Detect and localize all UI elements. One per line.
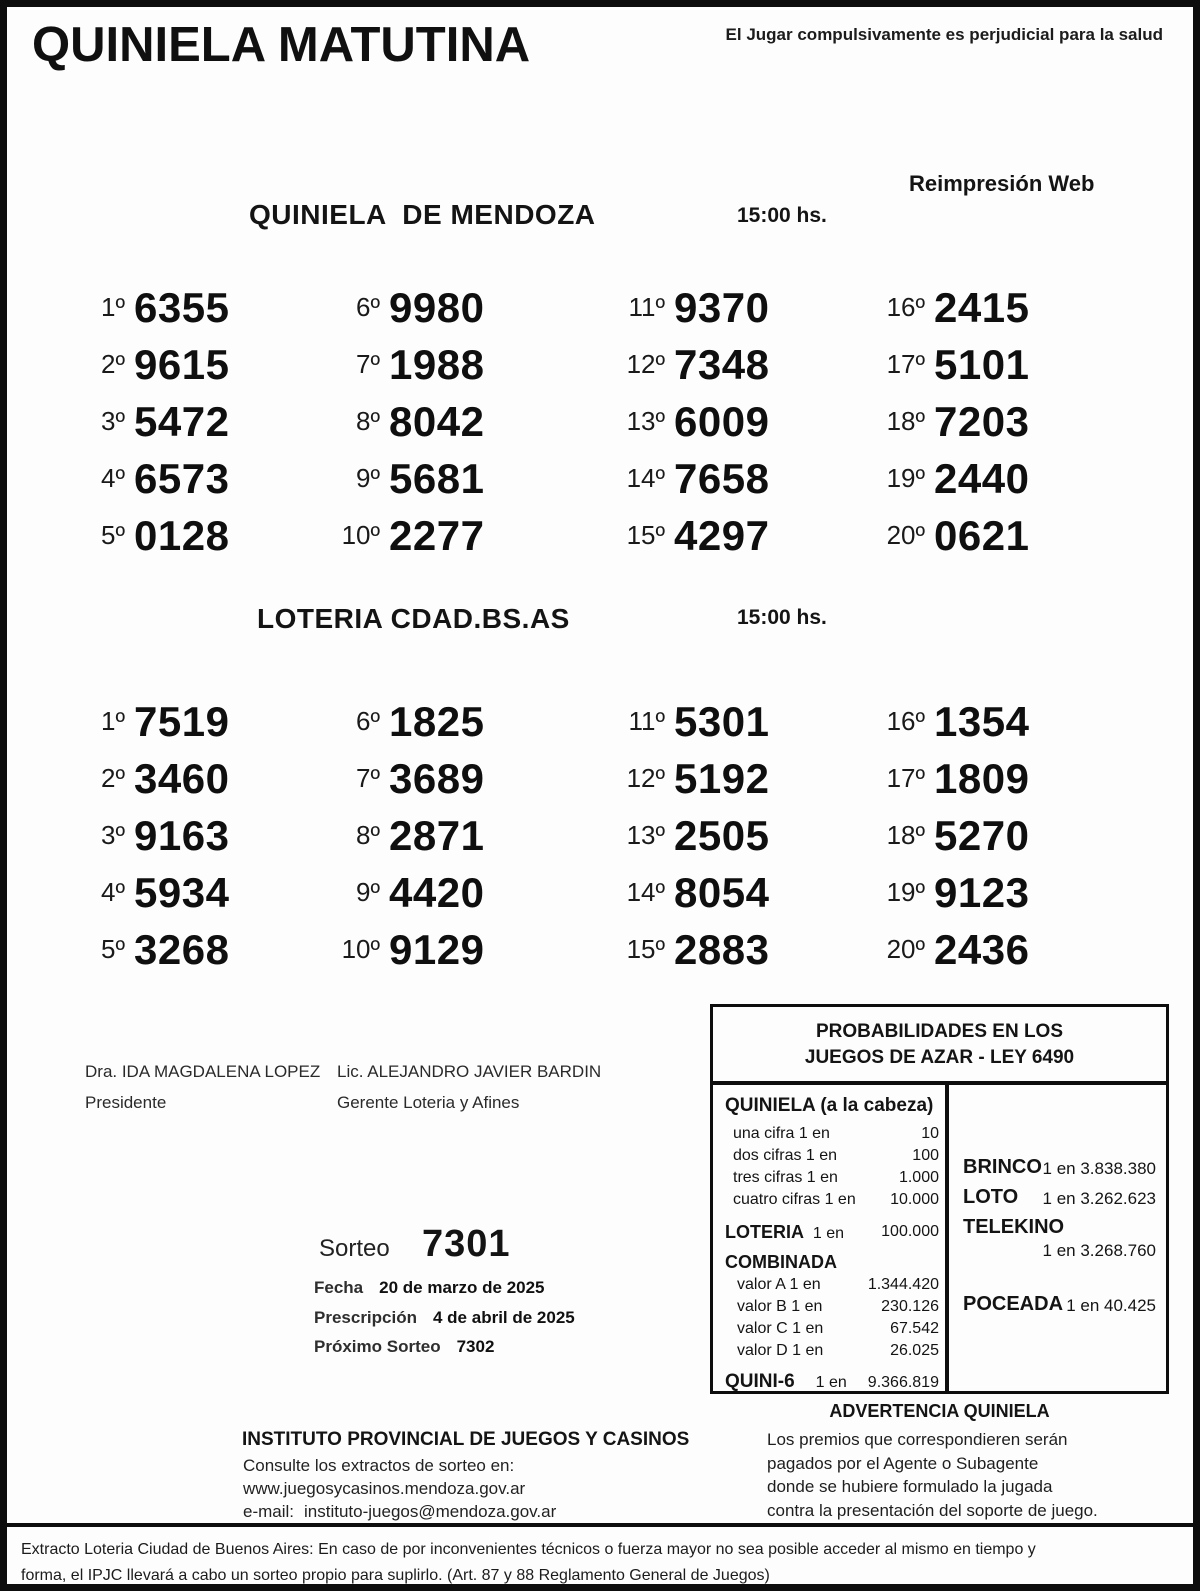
results-grid-mendoza [67,279,1107,564]
proximo-sorteo-label: Próximo Sorteo [314,1337,441,1356]
advertencia-line: pagados por el Agente o Subagente [767,1453,1039,1473]
result-item [67,507,322,564]
result-position: 19º [886,877,925,907]
advertencia-line: contra la presentación del soporte de juego. [767,1500,1098,1520]
brinco-odds-row [963,1156,1156,1179]
sorteo-label: Sorteo [319,1235,390,1262]
brinco-label: BRINCO [963,1156,1042,1178]
probabilities-title-line2: JUEGOS DE AZAR - LEY 6490 [804,1047,1075,1068]
result-item [322,279,607,336]
result-number: 9980 [389,283,485,331]
result-number: 2883 [674,925,770,973]
result-position: 20º [886,934,925,964]
odds-value: 1 en 3.268.760 [1042,1241,1156,1260]
result-position: 1º [101,292,125,322]
result-position: 14º [626,463,665,493]
result-position: 14º [626,877,665,907]
result-item [607,336,867,393]
result-position: 6º [356,292,380,322]
result-number: 5101 [934,340,1030,388]
result-position: 7º [356,349,380,379]
result-number: 3460 [134,754,230,802]
prescripcion-value: 4 de abril de 2025 [433,1308,575,1327]
result-number: 7519 [134,697,230,745]
odds-label: valor B 1 en [737,1298,823,1315]
result-item [607,450,867,507]
odds-row [725,1167,939,1189]
fecha-label: Fecha [314,1278,364,1297]
result-item [67,279,322,336]
probabilities-box [710,1004,1169,1394]
result-item [67,450,322,507]
odds-row [725,1274,939,1296]
result-number: 0128 [134,511,230,559]
result-item [67,336,322,393]
result-item [322,507,607,564]
result-item [607,807,867,864]
result-number: 8042 [389,397,485,445]
result-number: 1988 [389,340,485,388]
result-item [322,921,607,978]
result-position: 3º [101,820,125,850]
result-position: 5º [101,520,125,550]
result-position: 19º [886,463,925,493]
result-number: 2436 [934,925,1030,973]
result-item [67,393,322,450]
result-item [67,921,322,978]
advertencia-line: Los premios que correspondieren serán [767,1430,1068,1449]
odds-value: 1.000 [898,1169,939,1186]
result-position: 9º [356,877,380,907]
result-number: 9123 [934,868,1030,916]
result-position: 10º [341,520,380,550]
combinada-header: COMBINADA [725,1252,837,1272]
result-position: 12º [626,763,665,793]
result-position: 18º [886,406,925,436]
result-item [67,807,322,864]
result-item [867,807,1107,864]
result-number: 6573 [134,454,230,502]
result-item [67,693,322,750]
official-name: Dra. IDA MAGDALENA LOPEZ [85,1062,321,1081]
odds-value: 1 en 3.838.380 [1042,1159,1156,1178]
result-item [867,336,1107,393]
loto-label: LOTO [963,1186,1019,1208]
result-number: 6009 [674,397,770,445]
loteria-odds-row [725,1220,939,1246]
telekino-label: TELEKINO [963,1216,1065,1238]
prescripcion-label: Prescripción [314,1308,417,1327]
footer-separator-line [7,1523,1193,1527]
loteria-label: LOTERIA [725,1222,804,1242]
result-position: 12º [626,349,665,379]
result-item [867,393,1107,450]
result-item [867,507,1107,564]
fecha-value: 20 de marzo de 2025 [379,1278,545,1297]
result-item [607,921,867,978]
result-position: 20º [886,520,925,550]
advertencia-title: ADVERTENCIA QUINIELA [829,1401,1050,1421]
footer-disclaimer-line: forma, el IPJC llevará a cabo un sorteo propio para suplirlo. (Art. 87 y 88 Reglamento General de Juegos) [21,1567,770,1584]
advertencia-text [767,1428,1098,1522]
result-position: 4º [101,463,125,493]
result-number: 7203 [934,397,1030,445]
result-position: 15º [626,934,665,964]
result-item [867,921,1107,978]
result-item [67,750,322,807]
result-item [867,693,1107,750]
result-position: 8º [356,406,380,436]
result-number: 2277 [389,511,485,559]
result-number: 2415 [934,283,1030,331]
odds-label: valor A 1 en [737,1276,821,1293]
result-position: 15º [626,520,665,550]
poceada-odds-row [963,1293,1156,1316]
result-number: 1354 [934,697,1030,745]
odds-label: tres cifras 1 en [733,1169,838,1186]
result-item [607,864,867,921]
quini6-mid: 1 en [815,1374,847,1391]
odds-value: 1 en 3.262.623 [1042,1189,1156,1208]
result-number: 1825 [389,697,485,745]
result-position: 11º [628,706,665,736]
odds-value: 1 en 40.425 [1066,1296,1156,1315]
result-number: 9163 [134,811,230,859]
odds-value: 67.542 [890,1320,939,1337]
email-label: e-mail: [243,1502,295,1521]
odds-row [725,1123,939,1145]
result-position: 16º [886,706,925,736]
advertencia-line: donde se hubiere formulado la jugada [767,1477,1053,1496]
odds-value: 230.126 [881,1298,939,1315]
result-position: 3º [101,406,125,436]
result-position: 17º [886,349,925,379]
result-number: 2871 [389,811,485,859]
result-item [867,750,1107,807]
odds-label: dos cifras 1 en [733,1147,838,1164]
probabilities-title [713,1007,1166,1085]
result-item [322,450,607,507]
footer-disclaimer-line: Extracto Loteria Ciudad de Buenos Aires: En caso de por inconvenientes técnicos o fuerza mayor no sea posible acceder al mismo en tiempo y [21,1541,1036,1558]
result-number: 5681 [389,454,485,502]
instituto-website: www.juegosycasinos.mendoza.gov.ar [243,1479,526,1498]
official-name: Lic. ALEJANDRO JAVIER BARDIN [337,1062,602,1081]
odds-value: 100 [912,1147,939,1164]
result-position: 4º [101,877,125,907]
result-number: 7658 [674,454,770,502]
odds-label: valor D 1 en [737,1342,824,1359]
result-number: 5301 [674,697,770,745]
result-item [607,750,867,807]
poceada-label: POCEADA [963,1293,1064,1315]
result-number: 3268 [134,925,230,973]
result-item [867,864,1107,921]
loto-odds-row [963,1186,1156,1209]
result-position: 13º [626,820,665,850]
quini6-label: QUINI-6 [725,1371,795,1392]
fecha-row [314,1278,545,1298]
odds-row [725,1189,939,1211]
result-position: 17º [886,763,925,793]
health-warning: El Jugar compulsivamente es perjudicial para la salud [725,25,1163,44]
probabilities-left-column [713,1085,949,1391]
result-item [607,393,867,450]
result-position: 16º [886,292,925,322]
result-item [322,393,607,450]
odds-value: 26.025 [890,1342,939,1359]
odds-row [725,1145,939,1167]
result-item [607,507,867,564]
result-number: 4420 [389,868,485,916]
result-position: 7º [356,763,380,793]
result-position: 1º [101,706,125,736]
email-address: instituto-juegos@mendoza.gov.ar [304,1502,557,1521]
result-number: 5934 [134,868,230,916]
odds-value: 100.000 [881,1223,939,1240]
result-position: 11º [628,292,665,322]
official-title: Gerente Loteria y Afines [337,1093,520,1112]
result-item [322,750,607,807]
result-number: 9129 [389,925,485,973]
draw-heading-bsas: LOTERIA CDAD.BS.AS [257,603,570,634]
odds-value: 10.000 [890,1191,939,1208]
odds-row [725,1340,939,1362]
result-position: 9º [356,463,380,493]
odds-label: cuatro cifras 1 en [733,1191,856,1208]
probabilities-title-line1: PROBABILIDADES EN LOS [815,1021,1064,1042]
prescripcion-row [314,1308,575,1328]
result-number: 0621 [934,511,1030,559]
draw-heading-mendoza: QUINIELA DE MENDOZA [249,199,596,230]
page-title: QUINIELA MATUTINA [32,18,531,72]
result-position: 18º [886,820,925,850]
combinada-rows [725,1274,939,1362]
draw-time-mendoza: 15:00 hs. [737,204,827,227]
result-item [607,693,867,750]
result-number: 4297 [674,511,770,559]
result-number: 9370 [674,283,770,331]
odds-row [725,1296,939,1318]
results-grid-bsas [67,693,1107,978]
loteria-mid: 1 en [812,1225,845,1242]
result-number: 6355 [134,283,230,331]
result-number: 1809 [934,754,1030,802]
result-item [322,864,607,921]
result-position: 6º [356,706,380,736]
instituto-name: INSTITUTO PROVINCIAL DE JUEGOS Y CASINOS [242,1429,690,1450]
result-position: 5º [101,934,125,964]
result-number: 9615 [134,340,230,388]
result-position: 2º [101,349,125,379]
reprint-label: Reimpresión Web [909,171,1095,196]
result-number: 2440 [934,454,1030,502]
result-number: 3689 [389,754,485,802]
result-number: 2505 [674,811,770,859]
instituto-email-line [243,1502,556,1522]
result-item [67,864,322,921]
result-position: 13º [626,406,665,436]
official-title: Presidente [85,1093,167,1112]
result-number: 5192 [674,754,770,802]
odds-label: valor C 1 en [737,1320,824,1337]
quini6-odds-row [725,1371,939,1393]
sorteo-number: 7301 [422,1223,511,1265]
quiniela-odds-header: QUINIELA (a la cabeza) [725,1095,934,1116]
result-item [322,807,607,864]
result-number: 5270 [934,811,1030,859]
odds-label [725,1220,844,1246]
proximo-sorteo-value: 7302 [456,1337,495,1356]
result-item [607,279,867,336]
proximo-sorteo-row [314,1337,494,1357]
result-position: 2º [101,763,125,793]
probabilities-right-column [949,1085,1166,1391]
result-number: 5472 [134,397,230,445]
result-position: 8º [356,820,380,850]
result-item [322,336,607,393]
result-position: 10º [341,934,380,964]
odds-value: 1.344.420 [867,1276,939,1293]
odds-row [725,1318,939,1340]
result-number: 8054 [674,868,770,916]
odds-value: 10 [921,1125,939,1142]
result-item [322,693,607,750]
result-item [867,450,1107,507]
result-item [867,279,1107,336]
result-number: 7348 [674,340,770,388]
footer-disclaimer [21,1537,1181,1589]
draw-time-bsas: 15:00 hs. [737,606,827,629]
instituto-consulte-line: Consulte los extractos de sorteo en: [243,1456,515,1475]
odds-label: una cifra 1 en [733,1125,830,1142]
odds-value: 9.366.819 [867,1374,939,1391]
